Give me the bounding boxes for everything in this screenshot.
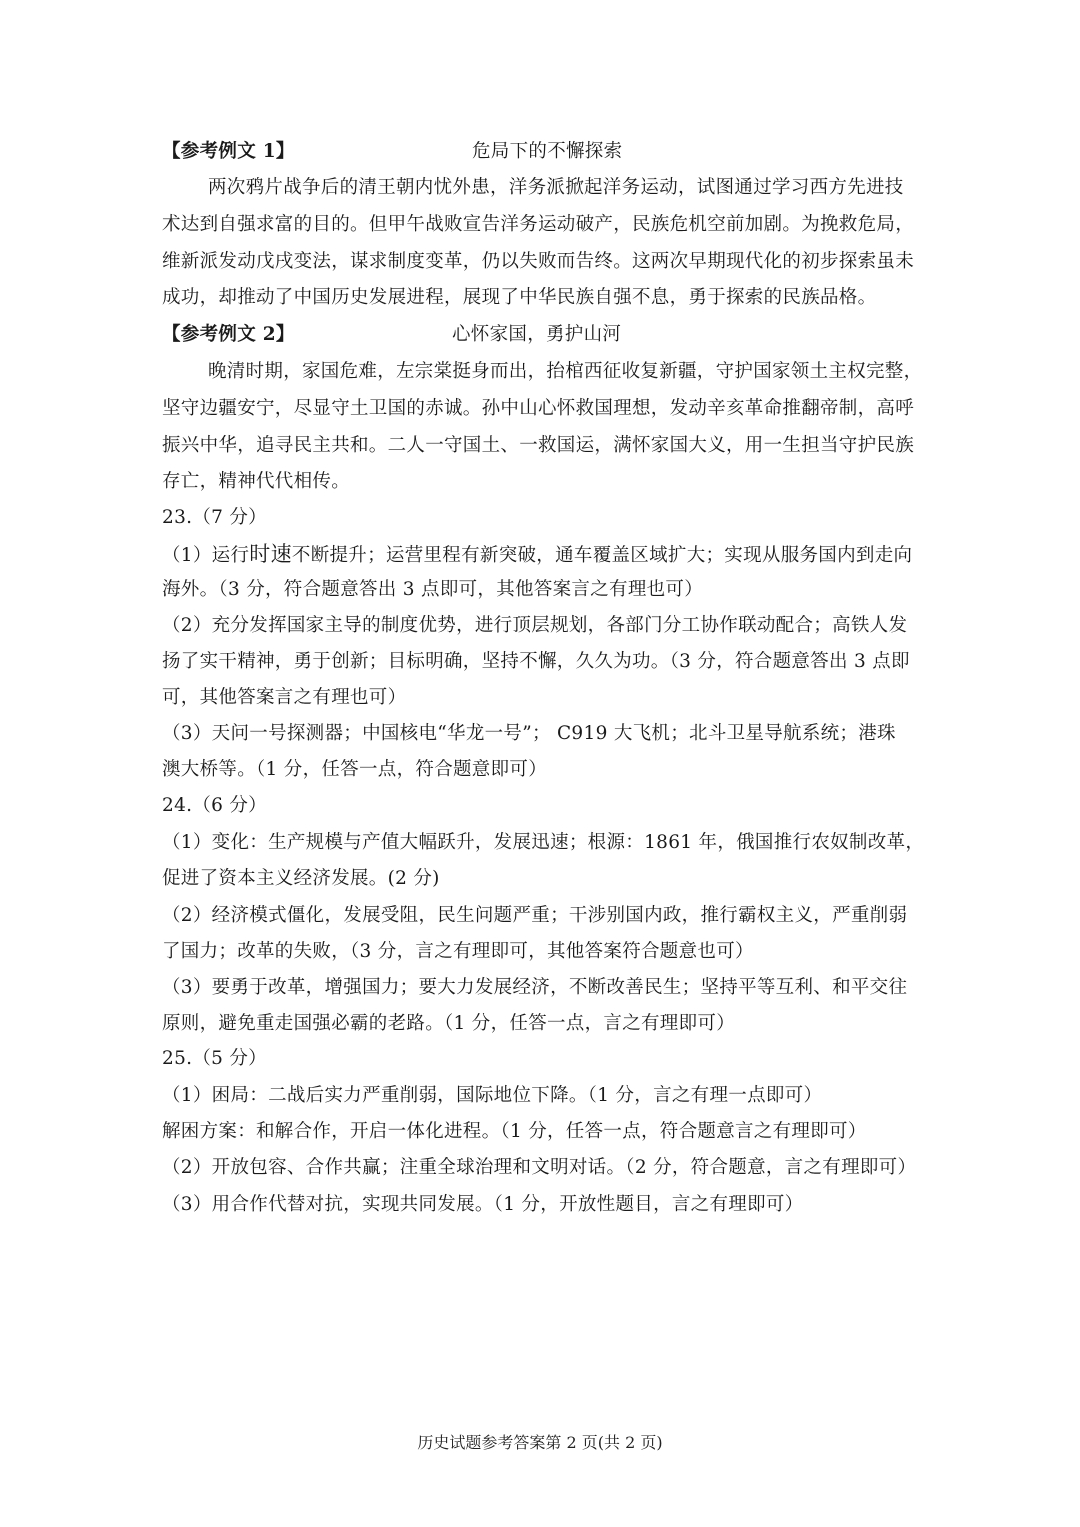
q23-a1-emphasis: 时速 <box>249 542 292 566</box>
q23-answer-1-line-2: 海外。（3 分，符合题意答出 3 点即可，其他答案言之有理也可） <box>162 579 704 600</box>
q25-answer-1-solution: 解困方案：和解合作，开启一体化进程。（1 分，任答一点，符合题意言之有理即可） <box>162 1121 867 1142</box>
q23-a1-prefix: （1）运行 <box>162 545 250 566</box>
q24-answer-3-line-2: 原则，避免重走国强必霸的老路。（1 分，任答一点，言之有理即可） <box>162 1013 736 1034</box>
essay1-line-4: 成功，却推动了中国历史发展进程，展现了中华民族自强不息，勇于探索的民族品格。 <box>162 287 877 308</box>
q23-answer-3-line-1: （3）天问一号探测器；中国核电“华龙一号”； C919 大飞机；北斗卫星导航系统；港珠 <box>162 723 896 744</box>
essay1-heading <box>0 134 1080 170</box>
essay1-label: 【参考例文 1】 <box>162 141 295 162</box>
essay1-line-2: 术达到自强求富的目的。但甲午战败宣告洋务运动破产，民族危机空前加剧。为挽救危局， <box>162 214 915 235</box>
q23-answer-1-line-1 <box>162 536 912 572</box>
essay2-title: 心怀家国，勇护山河 <box>452 324 622 345</box>
essay2-line-1: 晚清时期，家国危难，左宗棠挺身而出，抬棺西征收复新疆，守护国家领土主权完整， <box>208 361 923 382</box>
q25-answer-2: （2）开放包容、合作共赢；注重全球治理和文明对话。（2 分，符合题意，言之有理即可） <box>162 1157 917 1178</box>
q23-answer-2-line-3: 可，其他答案言之有理也可） <box>162 687 407 708</box>
q23-a1-suffix: 不断提升；运营里程有新突破，通车覆盖区域扩大；实现从服务国内到走向 <box>291 545 913 566</box>
q24-answer-3-line-1: （3）要勇于改革，增强国力；要大力发展经济，不断改善民生；坚持平等互利、和平交往 <box>162 977 908 998</box>
essay2-line-2: 坚守边疆安宁，尽显守土卫国的赤诚。孙中山心怀救国理想，发动辛亥革命推翻帝制，高呼 <box>162 398 915 419</box>
q24-header: 24.（6 分） <box>162 795 267 816</box>
q25-answer-1: （1）困局：二战后实力严重削弱，国际地位下降。（1 分，言之有理一点即可） <box>162 1085 823 1106</box>
q25-header: 25.（5 分） <box>162 1048 267 1069</box>
essay2-line-4: 存亡，精神代代相传。 <box>162 471 351 492</box>
q23-answer-2-line-1: （2）充分发挥国家主导的制度优势，进行顶层规划，各部门分工协作联动配合；高铁人发 <box>162 615 908 636</box>
essay2-line-3: 振兴中华，追寻民主共和。二人一守国土、一救国运，满怀家国大义，用一生担当守护民族 <box>162 435 915 456</box>
essay1-title: 危局下的不懈探索 <box>472 141 623 162</box>
essay1-line-3: 维新派发动戊戌变法，谋求制度变革，仍以失败而告终。这两次早期现代化的初步探索虽未 <box>162 251 915 272</box>
page-footer: 历史试题参考答案第 2 页(共 2 页) <box>417 1433 663 1452</box>
q23-answer-3-line-2: 澳大桥等。（1 分，任答一点，符合题意即可） <box>162 759 548 780</box>
q24-answer-2-line-1: （2）经济模式僵化，发展受阻，民生问题严重；干涉别国内政，推行霸权主义，严重削弱 <box>162 905 908 926</box>
q24-answer-1-line-2: 促进了资本主义经济发展。(2 分) <box>162 868 440 889</box>
essay2-label: 【参考例文 2】 <box>162 324 295 345</box>
essay2-heading <box>0 317 1080 353</box>
q24-answer-1-line-1: （1）变化：生产规模与产值大幅跃升，发展迅速；根源：1861 年，俄国推行农奴制改革， <box>162 832 925 853</box>
q23-header: 23.（7 分） <box>162 507 267 528</box>
q24-answer-2-line-2: 了国力；改革的失败，（3 分，言之有理即可，其他答案符合题意也可） <box>162 941 754 962</box>
essay1-line-1: 两次鸦片战争后的清王朝内忧外患，洋务派掀起洋务运动，试图通过学习西方先进技 <box>208 177 904 198</box>
q25-answer-3: （3）用合作代替对抗，实现共同发展。（1 分，开放性题目，言之有理即可） <box>162 1194 804 1215</box>
q23-answer-2-line-2: 扬了实干精神，勇于创新；目标明确，坚持不懈，久久为功。（3 分，符合题意答出 3 点即 <box>162 651 910 672</box>
